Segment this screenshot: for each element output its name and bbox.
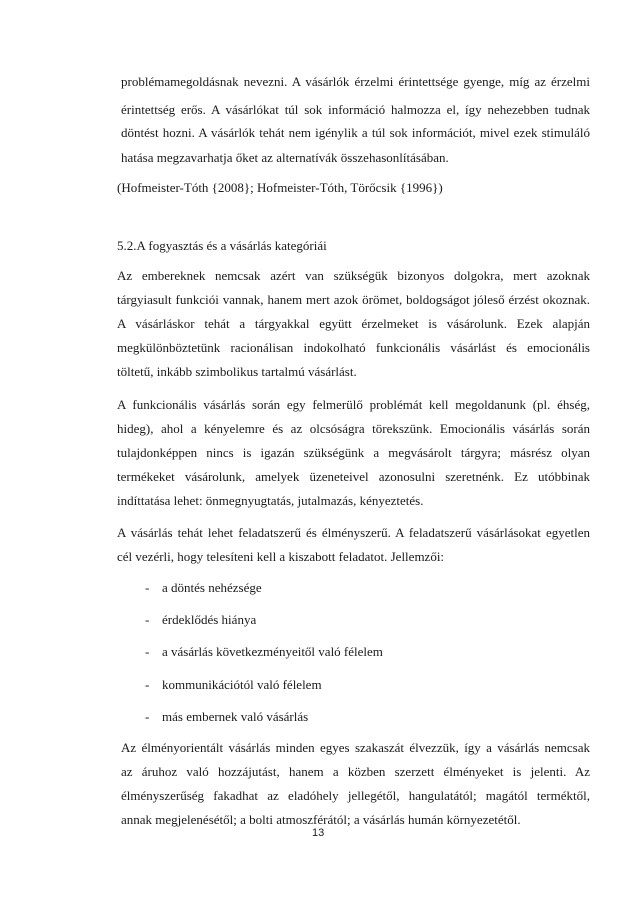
paragraph-line: indíttatása lehet: önmegnyugtatás, jutalmazás, kényeztetés. [117,493,424,508]
paragraph-line: megkülönböztetünk racionálisan indokolható funkcionális vásárlást és emocionális [117,340,590,355]
intro-line: problémamegoldásnak nevezni. A vásárlók érzelmi érintettsége gyenge, míg az érzelmi [121,74,590,89]
bullet-marker: - [145,580,150,595]
paragraph-line: annak megjelenésétől; a bolti atmoszférától; a vásárlás humán környezetétől. [121,812,521,827]
paragraph-line: hideg), ahol a kényelemre és az olcsóságra törekszünk. Emocionális vásárlás során [117,421,590,436]
paragraph-line: cél vezérli, hogy telesíteni kell a kiszabott feladatot. Jellemzői: [117,549,445,564]
paragraph-line: élményszerűség fakadhat az eladóhely jellegétől, hangulatától; magától terméktől, [121,788,590,803]
paragraph-line: Az élményorientált vásárlás minden egyes szakaszát élvezzük, így a vásárlás nemcsak [121,740,590,755]
bullet-marker: - [145,709,150,724]
paragraph-line: tárgyiasult funkciói vannak, hanem mert azok örömet, boldogságot jóleső érzést okoznak. [117,292,590,307]
intro-line: döntést hozni. A vásárlók tehát nem igénylik a túl sok információt, mivel ezek stimuláló [121,125,590,140]
paragraph-line: A vásárláskor tehát a tárgyakkal együtt érzelmeket is vásárolunk. Ezek alapján [117,316,590,331]
paragraph-line: az áruhoz való hozzájutást, hanem a közben szerzett élményeket is jelenti. Az [121,764,590,779]
paragraph-line: tulajdonképpen nincs is igazán szükségünk a megvásárolt tárgyra; másrész olyan [117,445,590,460]
intro-line: hatása megzavarhatja őket az alternatívák összehasonlításában. [121,150,449,165]
intro-line: érintettség erős. A vásárlókat túl sok információ halmozza el, így nehezebben tudnak [121,102,590,117]
list-item: más embernek való vásárlás [162,709,309,724]
list-item: a vásárlás következményeitől való félelem [162,644,383,659]
list-item: a döntés nehézsége [162,580,262,595]
paragraph-line: A funkcionális vásárlás során egy felmerülő problémát kell megoldanunk (pl. éhség, [117,397,590,412]
paragraph-line: töltetű, inkább szimbolikus tartalmú vásárlást. [117,364,357,379]
paragraph-line: termékeket vásárolunk, amelyek üzeneteivel azonosulni szeretnénk. Ez utóbbinak [117,469,590,484]
list-item: érdeklődés hiánya [162,612,257,627]
bullet-marker: - [145,612,150,627]
citation: (Hofmeister-Tóth {2008}; Hofmeister-Tóth, Törőcsik {1996}) [117,180,443,195]
bullet-marker: - [145,677,150,692]
section-heading: 5.2.A fogyasztás és a vásárlás kategóriái [117,238,327,253]
paragraph-line: A vásárlás tehát lehet feladatszerű és élményszerű. A feladatszerű vásárlásokat egyetlen [117,525,590,540]
list-item: kommunikációtól való félelem [162,677,322,692]
page-number: 13 [312,827,325,839]
paragraph-line: Az embereknek nemcsak azért van szükségük bizonyos dolgokra, mert azoknak [117,268,590,283]
bullet-marker: - [145,644,150,659]
